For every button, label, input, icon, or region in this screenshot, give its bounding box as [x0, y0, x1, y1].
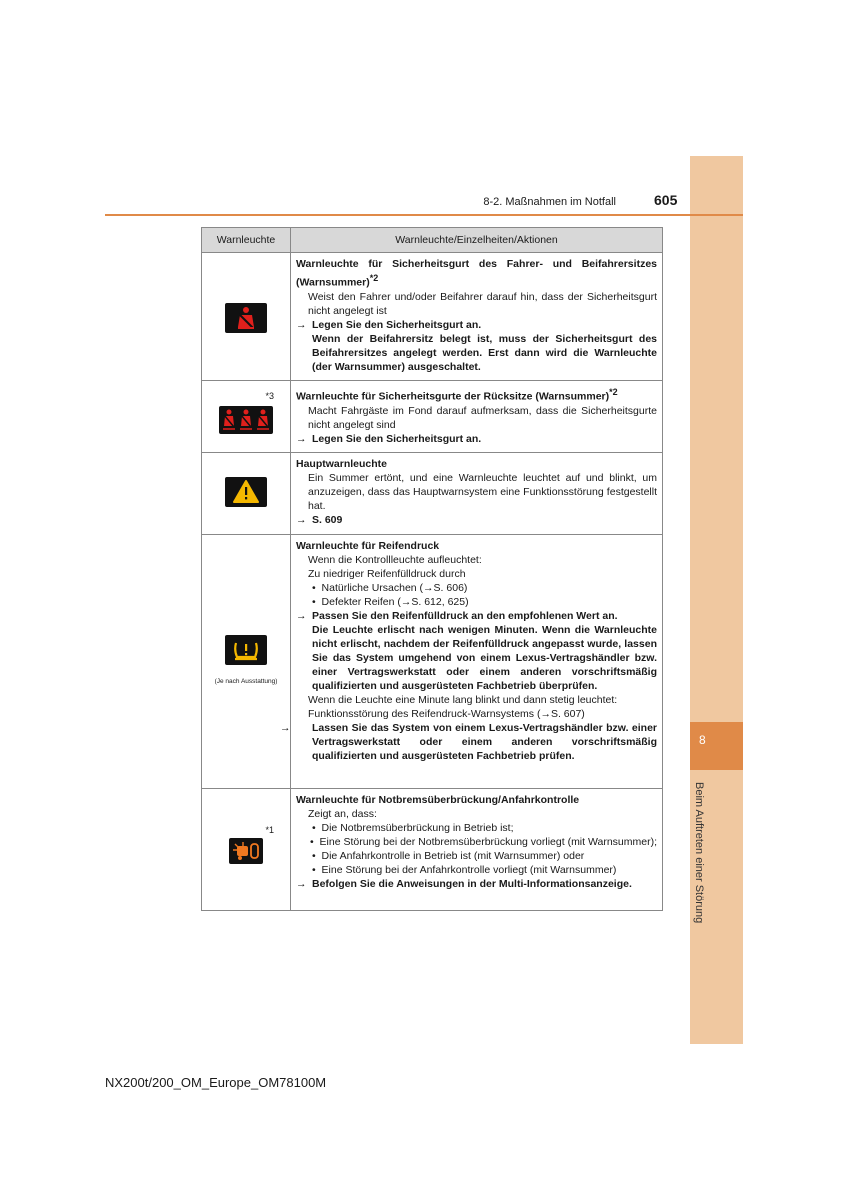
row-title: Warnleuchte für Sicherheitsgurt des Fahrer- und Beifahrersitzes (Warnsummer)$^{*2}$	[296, 258, 657, 289]
list-item: • Natürliche Ursachen (→S. 606)	[312, 582, 468, 594]
description-cell	[291, 381, 663, 453]
row-text: Wenn die Leuchte eine Minute lang blinkt und dann stetig leuchtet:	[308, 694, 618, 706]
row-action: → Passen Sie den Reifenfülldruck an den empfohlenen Wert an.	[296, 610, 618, 622]
tire-pressure-warning-icon	[225, 635, 267, 665]
footnote-marker: *3	[265, 391, 274, 401]
chapter-title: Beim Auftreten einer Störung	[693, 782, 705, 924]
icon-cell	[202, 381, 291, 453]
description-cell	[291, 453, 663, 535]
row-text: Zu niedriger Reifenfülldruck durch	[308, 568, 466, 580]
warning-light-table	[201, 227, 663, 911]
column-header: Warnleuchte	[202, 228, 291, 253]
table-header-row	[202, 228, 663, 253]
list-item: • Eine Störung bei der Notbremsüberbrückung vorliegt (mit Warnsummer);	[310, 836, 658, 848]
row-action-detail: Wenn der Beifahrersitz belegt ist, muss der Sicherheitsgurt des Beifahrersitzes angelegt werden. Erst dann wird die Warnleuchte (der Warnsummer) ausgeschaltet.	[312, 332, 657, 373]
chapter-number: 8	[699, 733, 706, 747]
rear-seatbelt-warning-icon	[219, 406, 273, 434]
row-title: Warnleuchte für Reifendruck	[296, 540, 440, 552]
row-title: Warnleuchte für Notbremsüberbrückung/Anfahrkontrolle	[296, 794, 580, 806]
row-action: → Lassen Sie das System von einem Lexus-Vertragshändler bzw. einer Vertragswerkstatt oder einem anderen vorschriftsmäßig qualifizierten und ausgerüsteten Fachbetrieb prüfen.	[280, 722, 657, 762]
page-number: 605	[654, 192, 678, 208]
description-cell	[291, 789, 663, 911]
chapter-number-box	[690, 722, 743, 770]
row-description: Ein Summer ertönt, und eine Warnleuchte leuchtet auf und blinkt, um anzuzeigen, dass das Hauptwarnsystem eine Funktionsstörung festgestellt hat.	[308, 472, 657, 512]
icon-cell	[202, 253, 291, 381]
icon-cell	[202, 789, 291, 911]
row-description: Macht Fahrgäste im Fond darauf aufmerksam, dass die Sicherheitsgurte nicht angelegt sind	[308, 404, 657, 431]
row-action: → Befolgen Sie die Anweisungen in der Multi-Informationsanzeige.	[296, 878, 632, 890]
icon-cell	[202, 453, 291, 535]
list-item: • Die Notbremsüberbrückung in Betrieb ist;	[312, 822, 514, 834]
section-title: 8-2. Maßnahmen im Notfall	[483, 196, 616, 208]
list-item: • Defekter Reifen (→S. 612, 625)	[312, 596, 469, 608]
icon-cell	[202, 535, 291, 789]
row-title: Warnleuchte für Sicherheitsgurte der Rücksitze (Warnsummer)$^{*2}$	[296, 387, 618, 403]
footnote-marker: *1	[265, 825, 274, 835]
seatbelt-warning-icon	[225, 303, 267, 333]
master-warning-icon	[225, 477, 267, 507]
header-rule	[105, 214, 743, 216]
footer-document-code: NX200t/200_OM_Europe_OM78100M	[105, 1075, 327, 1090]
list-item: • Die Anfahrkontrolle in Betrieb ist (mit Warnsummer) oder	[312, 850, 585, 862]
brake-override-warning-icon	[229, 838, 263, 864]
row-action-detail: Die Leuchte erlischt nach wenigen Minuten. Wenn die Warnleuchte nicht erlischt, nachdem der Reifenfülldruck angepasst wurde, lassen Sie das System umgehend von einem Lexus-Vertragshändler bzw. einer Vertragswerkstatt oder einem anderen vorschriftsmäßig qualifizierten und ausgerüsteten Fachbetrieb überprüfen.	[312, 624, 657, 692]
row-text: Funktionsstörung des Reifendruck-Warnsystems (→S. 607)	[308, 708, 585, 720]
row-title: Hauptwarnleuchte	[296, 458, 388, 470]
row-text: Wenn die Kontrollleuchte aufleuchtet:	[308, 554, 482, 566]
page-reference: → S. 609	[296, 514, 343, 526]
table-row	[202, 535, 663, 789]
table-row	[202, 789, 663, 911]
table-row	[202, 381, 663, 453]
table-row	[202, 453, 663, 535]
list-item: • Eine Störung bei der Anfahrkontrolle vorliegt (mit Warnsummer)	[312, 864, 617, 876]
description-cell	[280, 535, 663, 789]
equipment-note: (Je nach Ausstattung)	[214, 677, 278, 685]
table-row	[202, 253, 663, 381]
description-cell	[291, 253, 663, 381]
row-action: → Legen Sie den Sicherheitsgurt an.	[296, 432, 482, 445]
row-action: → Legen Sie den Sicherheitsgurt an.	[296, 318, 482, 331]
column-header: Warnleuchte/Einzelheiten/Aktionen	[291, 228, 663, 253]
row-description: Weist den Fahrer und/oder Beifahrer darauf hin, dass der Sicherheitsgurt nicht angelegt ist	[308, 290, 657, 317]
row-text: Zeigt an, dass:	[308, 808, 377, 820]
